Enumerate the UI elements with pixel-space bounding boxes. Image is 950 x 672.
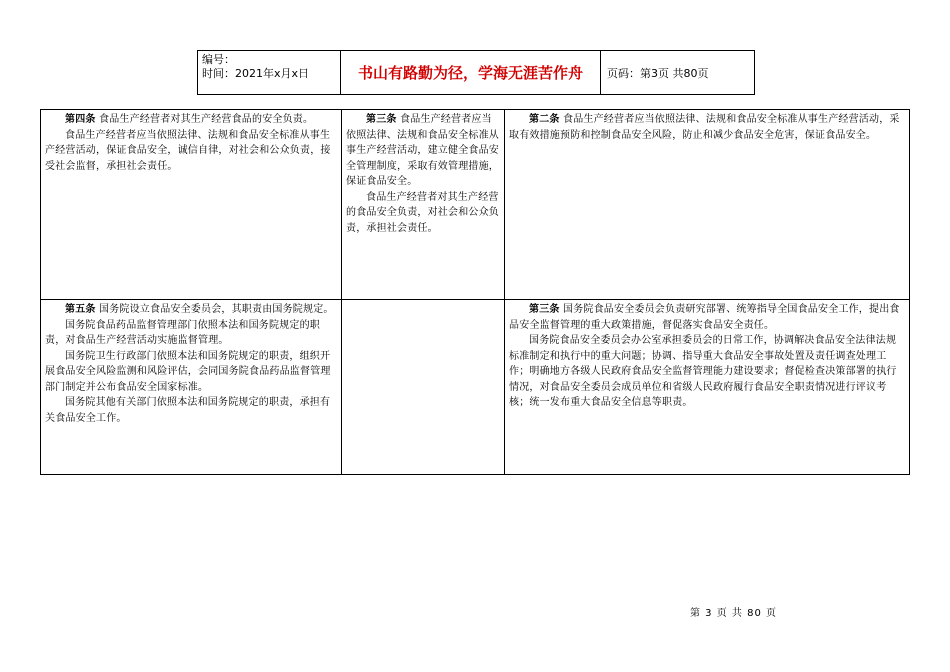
article-number: 第三条 <box>366 114 397 125</box>
article-paragraph <box>45 302 337 318</box>
cell-r2-c2 <box>342 300 505 475</box>
article-text: 国务院食品药品监督管理部门依照本法和国务院规定的职责，对食品生产经营活动实施监督管理。 <box>45 319 320 346</box>
cell-r2-c3 <box>505 300 910 475</box>
header-meta <box>198 51 341 94</box>
article-text: 国务院食品安全委员会办公室承担委员会的日常工作，协调解决食品安全法律法规标准制定和执行中的重大问题；协调、指导重大食品安全事故处置及责任调查处理工作；明确地方各级人民政府食品安全监督管理能力建设要求；督促检查决策部署的执行情况，对食品安全委员会成员单位和省级人民政府履行食品安全职责情况进行评议考核；统一发布重大食品安全信息等职责。 <box>509 335 897 408</box>
article-text: 食品生产经营者应当依照法律、法规和食品安全标准从事生产经营活动，建立健全食品安全管理制度，采取有效管理措施，保证食品安全。 <box>346 114 499 187</box>
time-label: 时间：2021年x月x日 <box>202 67 310 80</box>
article-text: 食品生产经营者对其生产经营的食品安全负责，对社会和公众负责，承担社会责任。 <box>346 191 499 234</box>
article-paragraph <box>45 349 337 396</box>
article-text: 国务院卫生行政部门依照本法和国务院规定的职责，组织开展食品安全风险监测和风险评估，会同国务院食品药品监督管理部门制定并公布食品安全国家标准。 <box>45 350 331 393</box>
article-paragraph <box>45 318 337 349</box>
article-paragraph <box>509 302 905 333</box>
document-header <box>197 50 755 95</box>
article-paragraph <box>346 190 500 237</box>
article-text: 食品生产经营者应当依照法律、法规和食品安全标准从事生产经营活动，采取有效措施预防和控制食品安全风险，防止和减少食品安全危害，保证食品安全。 <box>509 114 900 141</box>
article-text: 国务院其他有关部门依照本法和国务院规定的职责，承担有关食品安全工作。 <box>45 397 331 424</box>
number-label: 编号： <box>202 53 235 66</box>
article-paragraph <box>45 112 337 128</box>
article-text: 食品生产经营者应当依照法律、法规和食品安全标准从事生产经营活动，保证食品安全，诚信自律，对社会和公众负责，接受社会监督，承担社会责任。 <box>45 129 331 172</box>
comparison-table <box>40 109 910 475</box>
cell-r1-c1 <box>41 110 342 300</box>
article-text: 国务院设立食品安全委员会，其职责由国务院规定。 <box>95 304 334 315</box>
page-footer: 第 3 页 共 80 页 <box>690 608 777 619</box>
article-paragraph <box>45 128 337 175</box>
cell-r1-c3 <box>505 110 910 300</box>
article-text: 国务院食品安全委员会负责研究部署、统筹指导全国食品安全工作，提出食品安全监督管理的重大政策措施，督促落实食品安全责任。 <box>509 304 900 331</box>
cell-r1-c2 <box>342 110 505 300</box>
header-page-label: 页码：第3页 共80页 <box>607 66 709 80</box>
table-row <box>41 300 910 475</box>
article-paragraph <box>509 333 905 411</box>
header-motto: 书山有路勤为径，学海无涯苦作舟 <box>341 51 601 94</box>
article-paragraph <box>346 112 500 190</box>
table-row <box>41 110 910 300</box>
article-paragraph <box>45 395 337 426</box>
article-paragraph <box>509 112 905 143</box>
article-number: 第五条 <box>65 304 96 315</box>
article-text: 食品生产经营者对其生产经营食品的安全负责。 <box>95 114 314 125</box>
cell-r2-c1 <box>41 300 342 475</box>
article-number: 第二条 <box>529 114 560 125</box>
article-number: 第四条 <box>65 114 96 125</box>
article-number: 第三条 <box>529 304 560 315</box>
